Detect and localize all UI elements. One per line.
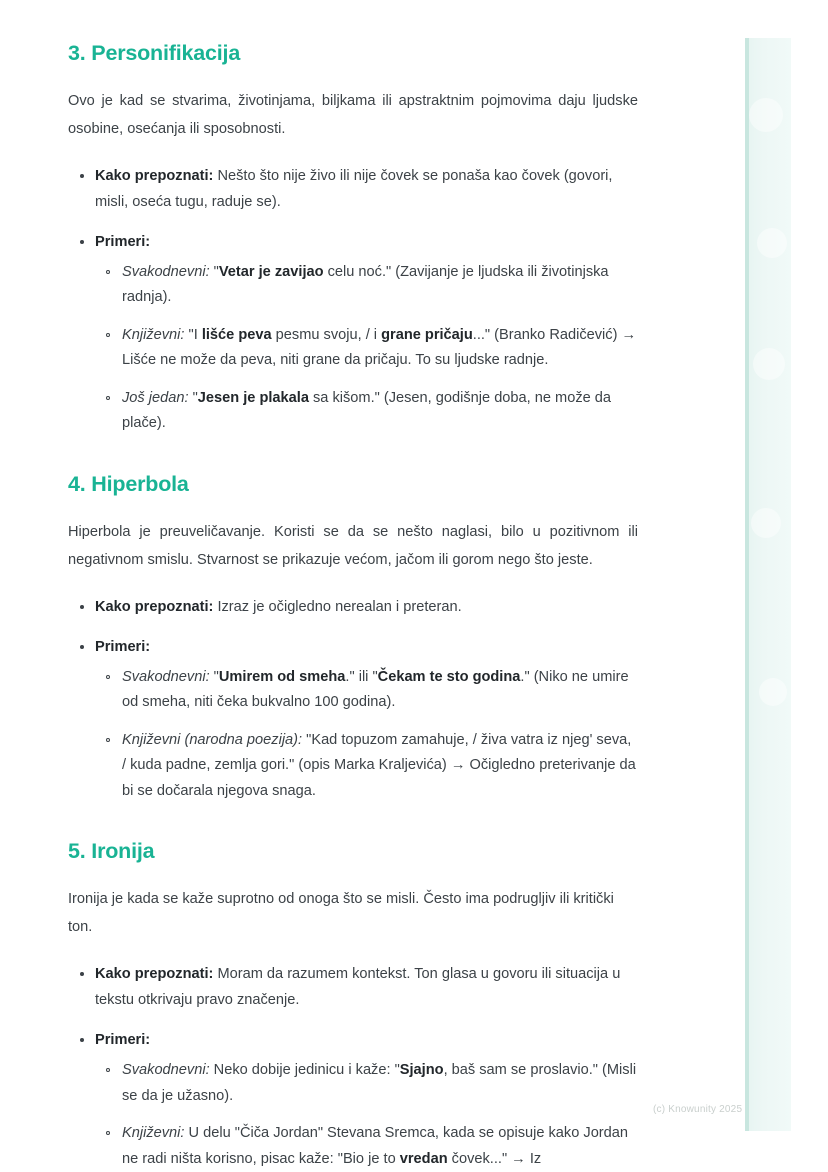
list-item bbox=[95, 323, 638, 374]
example-mid: pesmu svoju, / i bbox=[271, 326, 382, 343]
right-decorative-panel bbox=[745, 38, 791, 1131]
list-item bbox=[95, 260, 638, 311]
examples-label: Primeri: bbox=[95, 233, 151, 250]
example-bold-2: Čekam te sto godina bbox=[377, 668, 521, 685]
section-heading: 4. Hiperbola bbox=[68, 471, 189, 496]
section-bullet-list bbox=[68, 163, 638, 437]
list-item-examples bbox=[68, 229, 638, 437]
panel-blob-1 bbox=[749, 98, 783, 132]
examples-sublist bbox=[95, 1058, 638, 1172]
section-hiperbola bbox=[68, 471, 638, 804]
example-pre: U delu "Čiča Jordan" Stevana Sremca, kada se opisuje kako Jordan ne radi ništa korisno, pisac kaže: "Bio je to bbox=[122, 1125, 629, 1167]
example-kind: Književni: bbox=[122, 326, 185, 343]
examples-sublist bbox=[95, 665, 638, 805]
recognize-label: Kako prepoznati: bbox=[95, 598, 214, 615]
example-bold: Umirem od smeha bbox=[218, 668, 346, 685]
section-personifikacija bbox=[68, 40, 638, 437]
recognize-text: Moram da razumem kontekst. Ton glasa u govoru ili situacija u tekstu otkrivaju pravo značenje. bbox=[95, 966, 621, 1009]
example-kind: Još jedan: bbox=[122, 389, 189, 406]
section-bullet-list bbox=[68, 961, 638, 1172]
example-pre: " bbox=[188, 389, 198, 406]
panel-blob-2 bbox=[757, 228, 787, 258]
list-item-examples bbox=[68, 634, 638, 805]
example-post: čovek..." → Iz bbox=[447, 1150, 542, 1167]
example-post: sa kišom." (Jesen, godišnje doba, ne može da plače). bbox=[122, 389, 612, 432]
examples-sublist bbox=[95, 260, 638, 437]
list-item bbox=[95, 728, 638, 805]
section-intro-paragraph: Ovo je kad se stvarima, životinjama, biljkama ili apstraktnim pojmovima daju ljudske osobine, osećanja ili sposobnosti. bbox=[68, 92, 638, 137]
panel-accent-line bbox=[745, 38, 749, 1131]
example-post: ." (Niko ne umire od smeha, niti čeka bukvalno 100 godina). bbox=[122, 668, 629, 711]
panel-blob-3 bbox=[753, 348, 785, 380]
example-bold: Sjajno bbox=[399, 1062, 444, 1079]
example-kind: Svakodnevni: bbox=[122, 1062, 210, 1079]
example-pre: "Kad topuzom zamahuje, / živa vatra iz njeg' seva, / kuda padne, zemlja gori." (opis Marka Kraljevića) → Očigledno preterivanje da bi se dočarala njegova snaga. bbox=[122, 731, 636, 799]
example-bold: Vetar je zavijao bbox=[218, 263, 324, 280]
example-kind: Svakodnevni: bbox=[122, 668, 210, 685]
example-post: celu noć." (Zavijanje je ljudska ili životinjska radnja). bbox=[122, 263, 609, 306]
examples-label: Primeri: bbox=[95, 638, 151, 655]
list-item bbox=[95, 386, 638, 437]
example-mid: ." ili " bbox=[345, 668, 378, 685]
example-post: , baš sam se proslavio." (Misli se da je užasno). bbox=[122, 1062, 637, 1104]
example-kind: Književni (narodna poezija): bbox=[122, 731, 303, 748]
section-bullet-list bbox=[68, 594, 638, 805]
recognize-label: Kako prepoznati: bbox=[95, 966, 214, 983]
section-intro-paragraph: Ironija je kada se kaže suprotno od onoga što se misli. Često ima podrugljiv ili kritički ton. bbox=[68, 891, 614, 936]
example-bold-2: grane pričaju bbox=[381, 326, 473, 343]
panel-blob-4 bbox=[751, 508, 781, 538]
list-item bbox=[95, 1058, 638, 1109]
example-pre: " bbox=[209, 668, 219, 685]
panel-blob-5 bbox=[759, 678, 787, 706]
document-content bbox=[68, 0, 638, 1172]
section-ironija bbox=[68, 838, 638, 1172]
example-kind: Književni: bbox=[122, 1125, 185, 1142]
example-bold: Jesen je plakala bbox=[197, 389, 309, 406]
list-item bbox=[95, 665, 638, 716]
list-item-recognize bbox=[68, 961, 638, 1013]
list-item-recognize bbox=[68, 594, 638, 620]
example-pre: " bbox=[209, 263, 219, 280]
recognize-label: Kako prepoznati: bbox=[95, 167, 214, 184]
example-kind: Svakodnevni: bbox=[122, 263, 210, 280]
section-heading: 5. Ironija bbox=[68, 839, 155, 864]
recognize-text: Nešto što nije živo ili nije čovek se ponaša kao čovek (govori, misli, oseća tugu, raduje se). bbox=[95, 167, 613, 210]
section-heading: 3. Personifikacija bbox=[68, 41, 241, 65]
list-item-recognize bbox=[68, 163, 638, 215]
list-item-examples bbox=[68, 1027, 638, 1172]
example-post: ..." (Branko Radičević) → Lišće ne može da peva, niti grane da pričaju. To su ljudske radnje. bbox=[122, 326, 637, 369]
example-bold: lišće peva bbox=[201, 326, 272, 343]
example-bold: vredan bbox=[399, 1150, 448, 1167]
example-pre: Neko dobije jedinicu i kaže: " bbox=[209, 1062, 400, 1079]
section-intro-paragraph: Hiperbola je preuveličavanje. Koristi se da se nešto naglasi, bilo u pozitivnom ili negativnom smislu. Stvarnost se prikazuje većom, jačom ili gorom nego što jeste. bbox=[68, 523, 638, 568]
recognize-text: Izraz je očigledno nerealan i preteran. bbox=[213, 598, 462, 615]
example-pre: "I bbox=[184, 326, 202, 343]
copyright-watermark: (c) Knowunity 2025 bbox=[653, 1104, 743, 1115]
examples-label: Primeri: bbox=[95, 1032, 151, 1049]
list-item bbox=[95, 1121, 638, 1172]
